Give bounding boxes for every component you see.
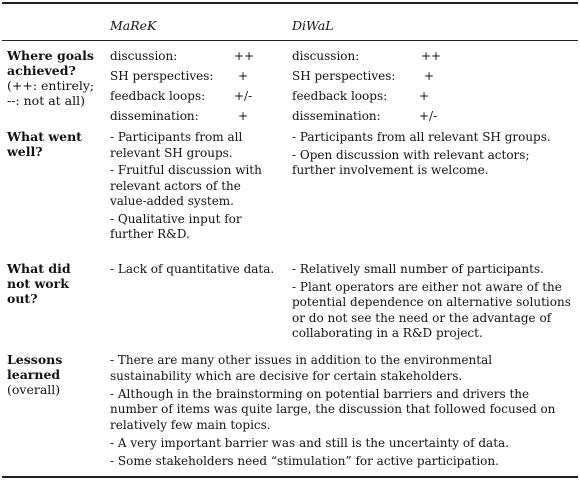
row-label-goals-note2: --: not at all) [7, 93, 85, 108]
row-label-goals-note1: (++: entirely; [7, 78, 95, 93]
column-header-diwal: DiWaL [292, 18, 334, 33]
goal-item [110, 49, 286, 69]
goal-item [110, 69, 286, 89]
cell-lessons [110, 353, 574, 472]
goal-rating: ++ [421, 49, 442, 63]
table-top-rule [2, 2, 578, 4]
goal-rating: + [424, 69, 435, 83]
goal-rating: +/- [419, 109, 438, 123]
goal-item [292, 69, 572, 89]
goal-item [292, 49, 572, 69]
goal-item [110, 89, 286, 109]
row-label-not-work-line1: What did [7, 261, 71, 276]
cell-went-well-diwal [292, 130, 564, 181]
row-label-went-well-line2: well? [7, 144, 43, 159]
list-item: - Although in the brainstorming on potential barriers and drivers the number of items was quite large, the discussion that followed focused on relatively few main topics. [110, 386, 556, 432]
row-label-lessons [7, 352, 105, 397]
header-rule [2, 40, 578, 41]
list-item: - Fruitful discussion with relevant actors of the value-added system. [110, 163, 262, 208]
goal-item [292, 109, 572, 129]
cell-went-well-marek [110, 130, 278, 245]
goal-rating: + [238, 109, 249, 123]
goal-label: SH perspectives: [292, 69, 396, 83]
list-item: - Relatively small number of participants. [292, 262, 544, 276]
list-item: - Open discussion with relevant actors; further involvement is welcome. [292, 147, 530, 177]
goal-label: dissemination: [110, 109, 199, 123]
list-item: - There are many other issues in addition to the environmental sustainability which are decisive for certain stakeholders. [110, 353, 493, 383]
column-header-marek: MaReK [110, 18, 157, 33]
row-label-lessons-note: (overall) [7, 382, 61, 397]
row-label-not-work [7, 261, 105, 306]
goal-rating: +/- [234, 89, 253, 103]
row-label-not-work-line2: not work [7, 276, 69, 291]
goal-label: feedback loops: [110, 89, 206, 103]
cell-goals-marek [110, 49, 286, 129]
evaluation-table [2, 2, 578, 478]
list-item: - Lack of quantitative data. [110, 262, 275, 276]
list-item: - Qualitative input for further R&D. [110, 211, 242, 241]
list-item: - Plant operators are either not aware of the potential dependence on alternative solutions or do not see the need or the advantage of collaborating in a R&D project. [292, 279, 571, 340]
goal-label: dissemination: [292, 109, 381, 123]
row-label-lessons-line2: learned [7, 367, 61, 382]
goal-rating: ++ [234, 49, 255, 63]
list-item: - Participants from all relevant SH groups. [110, 130, 243, 160]
row-label-lessons-line1: Lessons [7, 352, 63, 367]
table-bottom-rule [2, 476, 578, 478]
goal-label: discussion: [110, 49, 178, 63]
row-label-goals [7, 48, 105, 108]
row-label-went-well-line1: What went [7, 129, 82, 144]
goal-item [110, 109, 286, 129]
row-label-goals-line2: achieved? [7, 63, 76, 78]
goal-rating: + [419, 89, 430, 103]
goal-item [292, 89, 572, 109]
goal-label: SH perspectives: [110, 69, 214, 83]
goal-label: discussion: [292, 49, 360, 63]
list-item: - Participants from all relevant SH groups. [292, 130, 551, 144]
row-label-goals-line1: Where goals [7, 48, 94, 63]
goal-rating: + [238, 69, 249, 83]
list-item: - A very important barrier was and still is the uncertainty of data. [110, 435, 510, 450]
cell-not-work-marek [110, 262, 286, 280]
cell-not-work-diwal [292, 262, 572, 344]
cell-goals-diwal [292, 49, 572, 129]
list-item: - Some stakeholders need “stimulation” for active participation. [110, 453, 499, 468]
row-label-went-well [7, 129, 105, 159]
row-label-not-work-line3: out? [7, 291, 38, 306]
goal-label: feedback loops: [292, 89, 388, 103]
